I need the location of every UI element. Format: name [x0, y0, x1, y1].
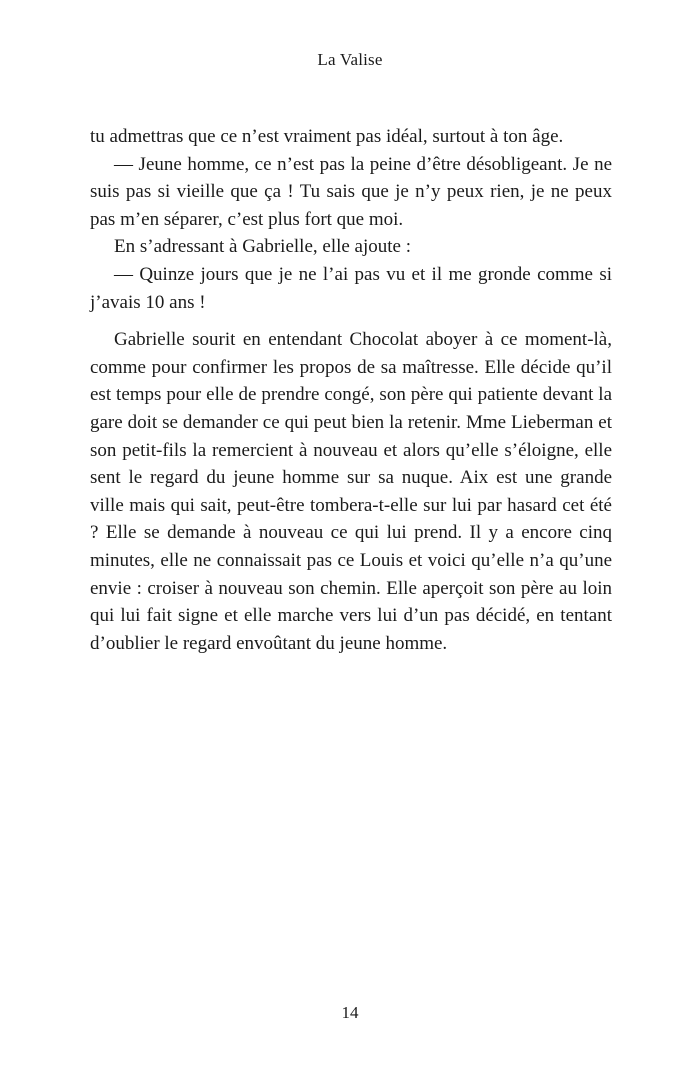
paragraph: — Quinze jours que je ne l’ai pas vu et il me gronde comme si j’avais 10 ans !	[90, 263, 612, 313]
paragraph: — Jeune homme, ce n’est pas la peine d’être désobligeant. Je ne suis pas si vieille que ça ! Tu sais que je n’y peux rien, je ne peux pas m’en séparer, c’est plus fort que moi.	[90, 153, 612, 230]
paragraph: Gabrielle sourit en entendant Chocolat aboyer à ce moment-là, comme pour confirmer les propos de sa maîtresse. Elle décide qu’il est temps pour elle de prendre congé, son père qui patiente devant la gare doit se demander ce qui peut bien la retenir. Mme Lieberman et son petit-fils la remercient à nouveau et alors qu’elle s’éloigne, elle sent le regard du jeune homme sur sa nuque. Aix est une grande ville mais qui sait, peut-être tombera-t-elle sur lui par hasard cet été ? Elle se demande à nouveau ce qui lui prend. Il y a encore cinq minutes, elle ne connaissait pas ce Louis et voici qu’elle n’a qu’une envie : croiser à nouveau son chemin. Elle aperçoit son père au loin qui lui fait signe et elle marche vers lui d’un pas décidé, en tentant d’oublier le regard envoûtant du jeune homme.	[90, 329, 612, 654]
running-header-title: La Valise	[317, 50, 383, 69]
body-text	[90, 123, 612, 657]
paragraph: tu admettras que ce n’est vraiment pas idéal, surtout à ton âge.	[90, 126, 564, 147]
paragraph: En s’adressant à Gabrielle, elle ajoute :	[114, 236, 412, 258]
page-number: 14	[341, 1003, 359, 1022]
